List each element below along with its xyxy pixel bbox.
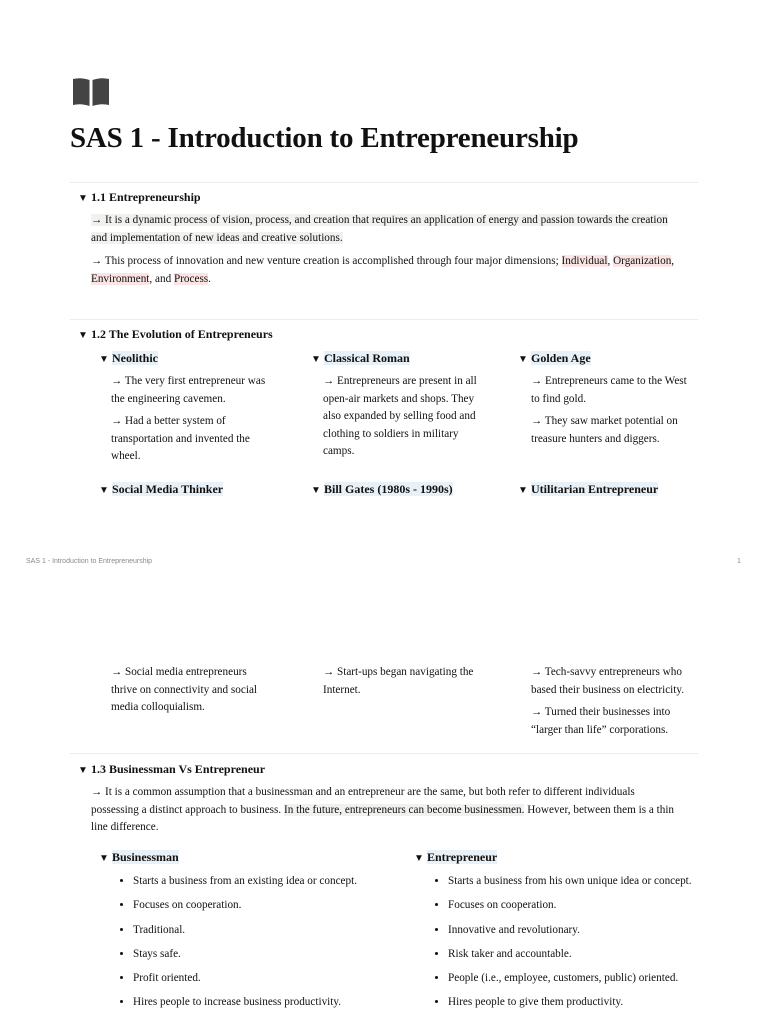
businessman-list xyxy=(115,873,395,1019)
toggle-classical-roman[interactable]: ▼ Classical Roman xyxy=(311,351,410,365)
classical-roman-content: → Entrepreneurs are present in all open-air markets and shops. They also expanded by selling food and clothing to soldiers in military camps. xyxy=(323,375,477,457)
paragraph-definition: → It is a dynamic process of vision, process, and creation that requires an application of energy and passion towards the creation and implementation of new ideas and creative solutions. xyxy=(91,214,668,244)
list-item: • Hires people to give them productivity. xyxy=(448,994,695,1012)
divider xyxy=(70,182,698,183)
list-item: • Stays safe. xyxy=(133,946,395,964)
toggle-triangle-icon[interactable]: ▼ xyxy=(518,354,528,365)
toggle-businessman-vs-entrepreneur[interactable]: ▼ 1.3 Businessman Vs Entrepreneur xyxy=(78,762,266,776)
list-item: • Risk taker and accountable. xyxy=(448,946,695,964)
toggle-triangle-icon[interactable]: ▼ xyxy=(414,853,424,864)
toggle-evolution[interactable]: ▼ 1.2 The Evolution of Entrepreneurs xyxy=(78,327,273,341)
toggle-utilitarian-entrepreneur[interactable]: ▼ Utilitarian Entrepreneur xyxy=(518,482,659,496)
entrepreneur-list xyxy=(430,873,695,1019)
toggle-triangle-icon[interactable]: ▼ xyxy=(311,485,321,496)
page-title: SAS 1 - Introduction to Entrepreneurship xyxy=(70,122,579,154)
toggle-golden-age[interactable]: ▼ Golden Age xyxy=(518,351,591,365)
social-media-content: → Social media entrepreneurs thrive on connectivity and social media colloquialism. xyxy=(111,666,258,713)
toggle-bill-gates[interactable]: ▼ Bill Gates (1980s - 1990s) xyxy=(311,482,453,496)
paragraph-comparison: → It is a common assumption that a businessman and an entrepreneur are the same, but both refer to different individuals possessing a distinct approach to business. In the future, entrepreneurs can become businessmen. However, between them is a thin line difference. xyxy=(91,786,675,833)
list-item: • Traditional. xyxy=(133,922,395,940)
list-item: • Starts a business from his own unique idea or concept. xyxy=(448,873,695,891)
list-item: • Focuses on cooperation. xyxy=(448,897,695,915)
list-item: • Hires people to increase business productivity. xyxy=(133,994,395,1012)
toggle-social-media-thinker[interactable]: ▼ Social Media Thinker xyxy=(99,482,224,496)
footer-title: SAS 1 - Introduction to Entrepreneurship xyxy=(26,558,153,565)
toggle-triangle-icon[interactable]: ▼ xyxy=(78,330,88,341)
toggle-entrepreneurship[interactable]: ▼ 1.1 Entrepreneurship xyxy=(78,190,201,204)
toggle-triangle-icon[interactable]: ▼ xyxy=(99,354,109,365)
divider xyxy=(70,319,698,320)
toggle-neolithic[interactable]: ▼ Neolithic xyxy=(99,351,158,365)
toggle-triangle-icon[interactable]: ▼ xyxy=(78,765,88,776)
toggle-triangle-icon[interactable]: ▼ xyxy=(99,485,109,496)
list-item: • Starts a business from an existing idea or concept. xyxy=(133,873,395,891)
toggle-triangle-icon[interactable]: ▼ xyxy=(518,485,528,496)
toggle-triangle-icon[interactable]: ▼ xyxy=(99,853,109,864)
golden-age-content: → Entrepreneurs came to the West to find gold. → They saw market potential on treasure hunters and diggers. xyxy=(531,375,687,445)
paragraph-dimensions: → This process of innovation and new venture creation is accomplished through four major dimensions; Individual, Organization, Environment, and Process. xyxy=(91,255,675,285)
toggle-businessman[interactable]: ▼ Businessman xyxy=(99,850,179,864)
list-item: • Focuses on cooperation. xyxy=(133,897,395,915)
utilitarian-content: → Tech-savvy entrepreneurs who based their business on electricity. → Turned their businesses into “larger than life” corporations. xyxy=(531,666,685,736)
list-item: • People (i.e., employee, customers, public) oriented. xyxy=(448,970,695,988)
footer-page-number: 1 xyxy=(737,558,741,565)
list-item: • Innovative and revolutionary. xyxy=(448,922,695,940)
divider xyxy=(70,753,698,754)
neolithic-content: → The very first entrepreneur was the engineering cavemen. → Had a better system of transportation and invented the wheel. xyxy=(111,375,266,462)
toggle-triangle-icon[interactable]: ▼ xyxy=(311,354,321,365)
list-item: • Profit oriented. xyxy=(133,970,395,988)
toggle-entrepreneur[interactable]: ▼ Entrepreneur xyxy=(414,850,498,864)
bill-gates-content: → Start-ups began navigating the Internet. xyxy=(323,666,474,696)
toggle-triangle-icon[interactable]: ▼ xyxy=(78,193,88,204)
book-icon xyxy=(72,77,110,107)
